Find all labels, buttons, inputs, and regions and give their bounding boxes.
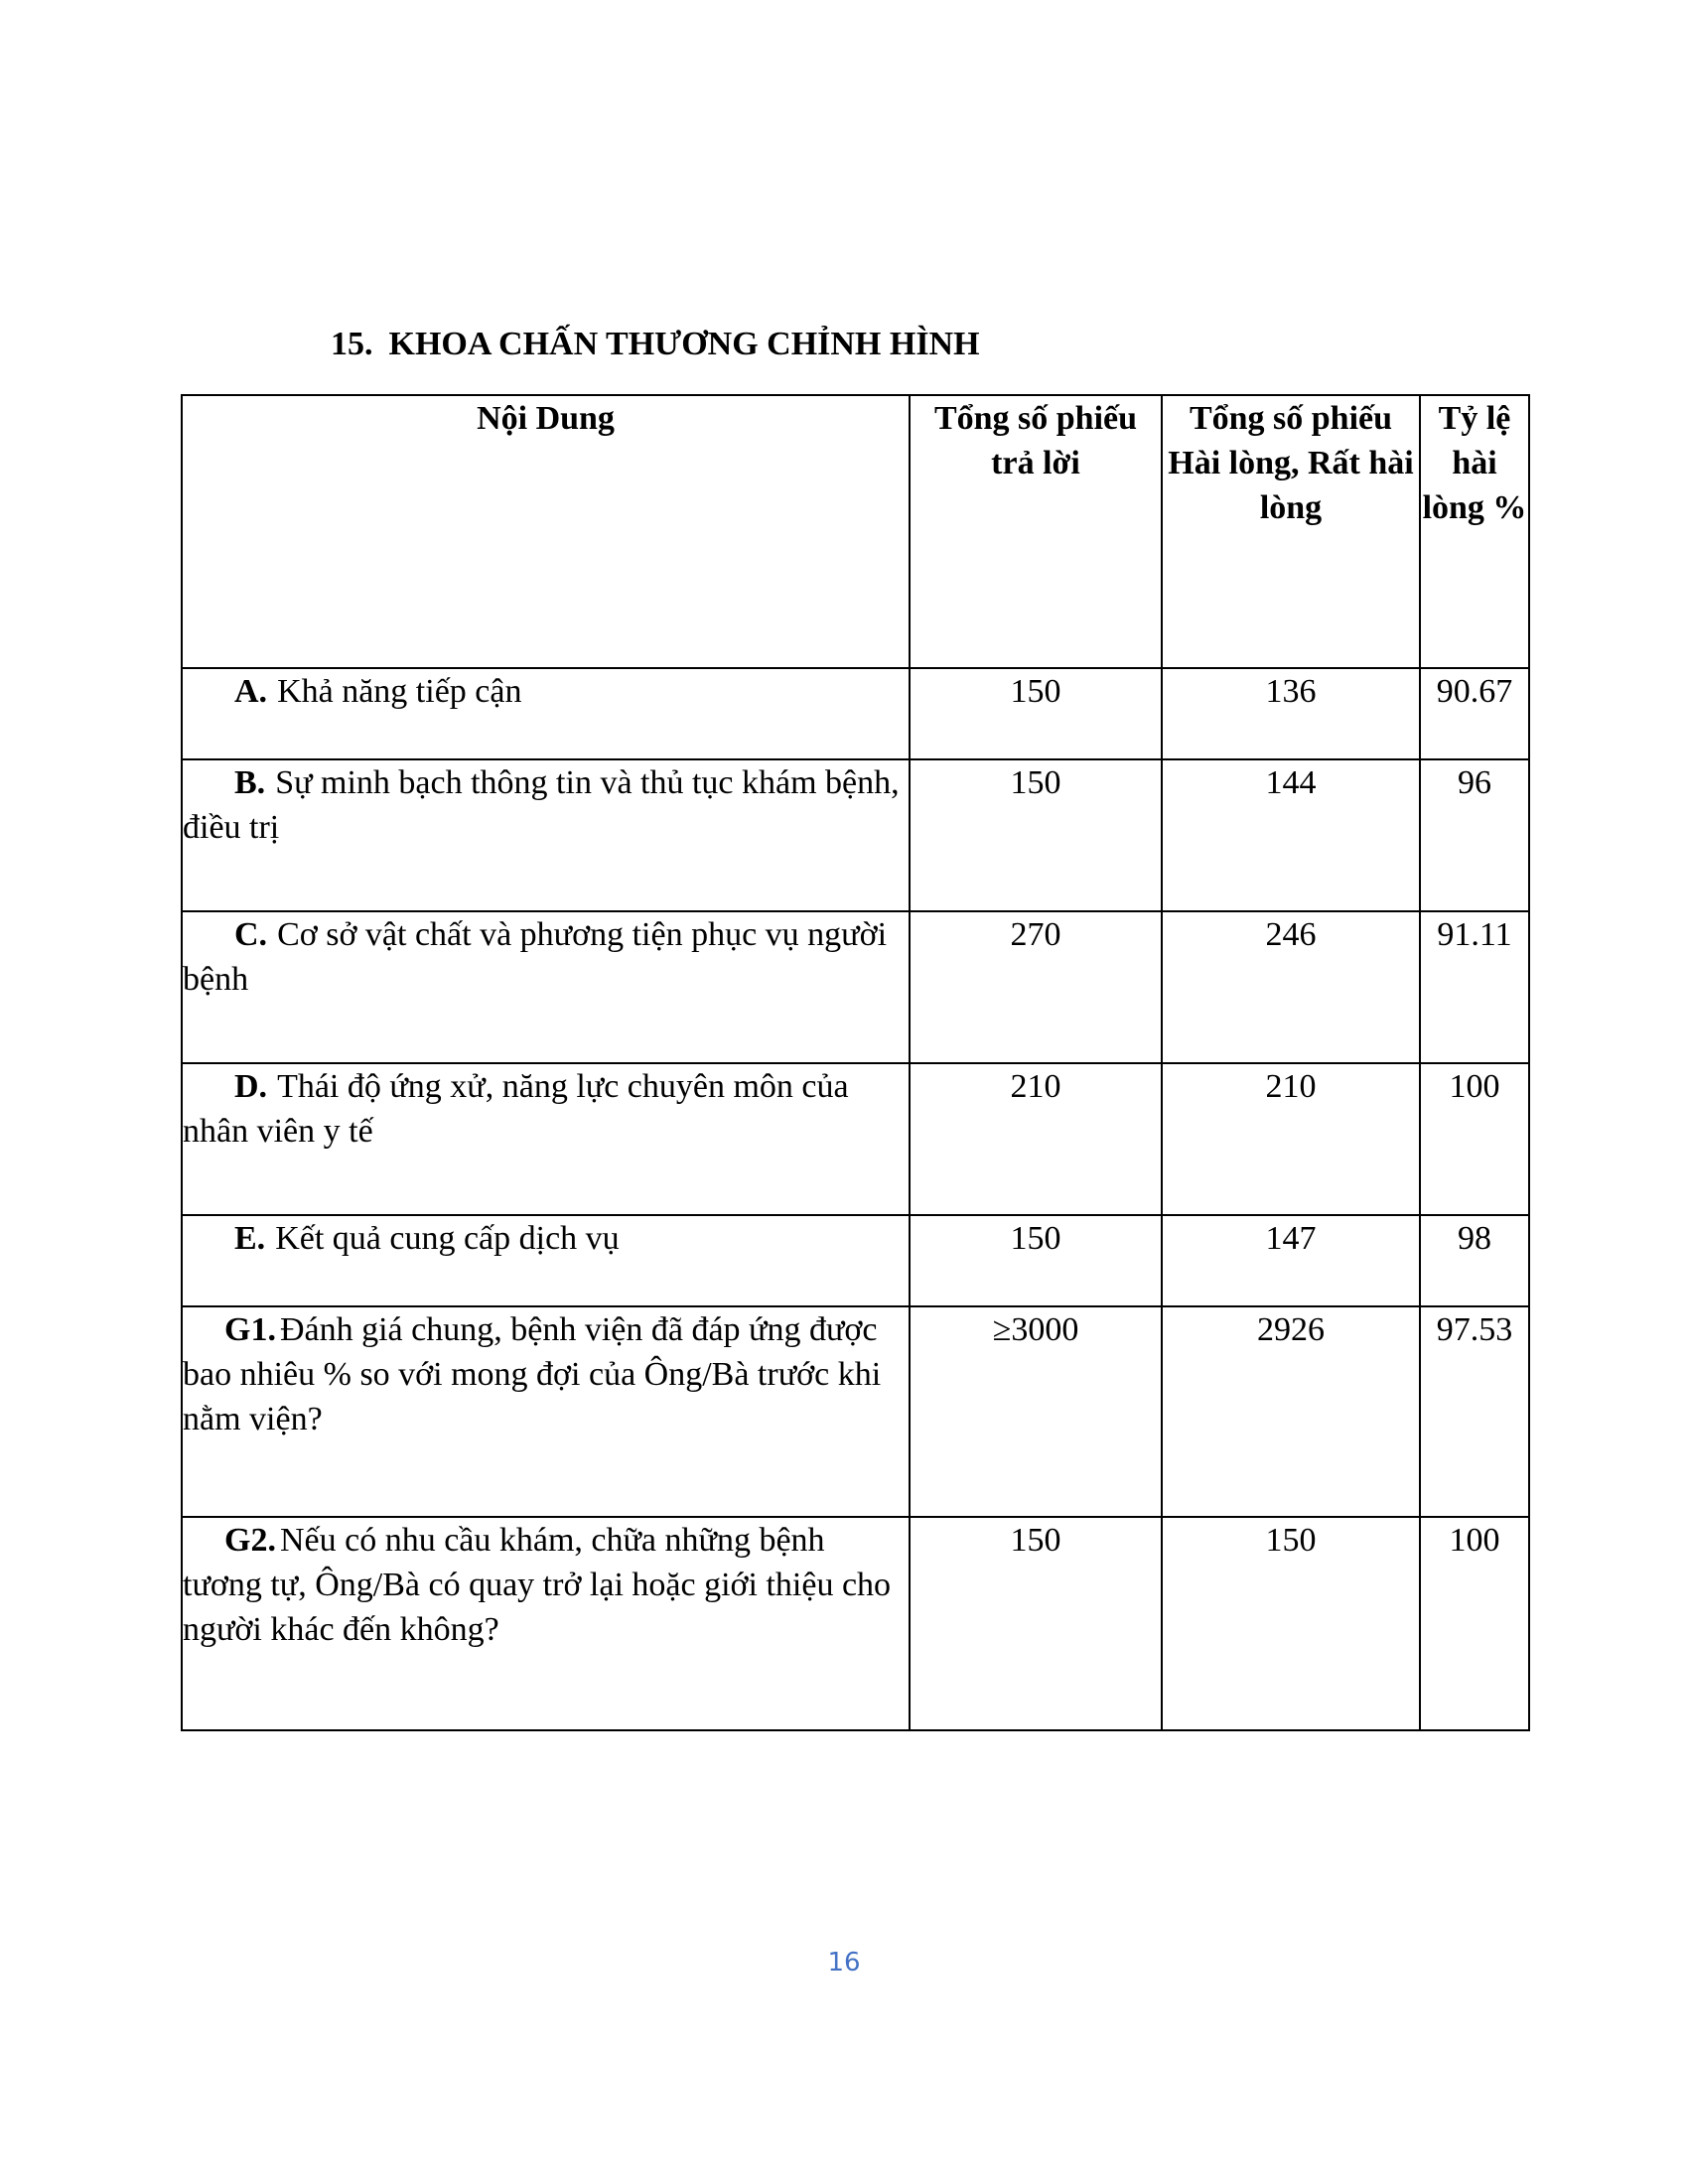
row-rate: 90.67: [1420, 668, 1529, 759]
row-code: G2.: [224, 1522, 276, 1559]
row-code: C.: [234, 916, 268, 953]
row-total: 150: [910, 1215, 1162, 1306]
row-text: Khả năng tiếp cận: [277, 673, 522, 710]
row-content: [182, 1306, 910, 1517]
row-total: 150: [910, 759, 1162, 911]
row-text: Kết quả cung cấp dịch vụ: [275, 1220, 620, 1257]
row-satisfied: 136: [1162, 668, 1420, 759]
row-rate: 100: [1420, 1517, 1529, 1730]
satisfaction-table: [181, 394, 1530, 1731]
row-text: Thái độ ứng xử, năng lực chuyên môn của nhân viên y tế: [183, 1068, 849, 1150]
row-code: E.: [234, 1220, 266, 1257]
row-total: 150: [910, 668, 1162, 759]
row-total: 270: [910, 911, 1162, 1063]
row-satisfied: 150: [1162, 1517, 1420, 1730]
table-row: [182, 1063, 1529, 1215]
row-code: G1.: [224, 1311, 276, 1348]
page-number: 16: [827, 1948, 861, 1978]
table-row: [182, 1306, 1529, 1517]
row-content: [182, 759, 910, 911]
table-row: [182, 1215, 1529, 1306]
section-name: KHOA CHẤN THƯƠNG CHỈNH HÌNH: [388, 326, 980, 362]
row-rate: 91.11: [1420, 911, 1529, 1063]
row-content: [182, 1215, 910, 1306]
row-content: [182, 1517, 910, 1730]
row-content: [182, 911, 910, 1063]
row-text: Đánh giá chung, bệnh viện đã đáp ứng được bao nhiêu % so với mong đợi của Ông/Bà trước khi nằm viện?: [183, 1311, 882, 1437]
section-number: 15.: [331, 326, 373, 362]
header-total: Tổng số phiếu trả lời: [910, 395, 1162, 668]
table-row: [182, 668, 1529, 759]
row-text: Nếu có nhu cầu khám, chữa những bệnh tương tự, Ông/Bà có quay trở lại hoặc giới thiệu cho người khác đến không?: [183, 1522, 892, 1648]
row-satisfied: 147: [1162, 1215, 1420, 1306]
row-code: D.: [234, 1068, 268, 1105]
row-total: 150: [910, 1517, 1162, 1730]
row-text: Cơ sở vật chất và phương tiện phục vụ người bệnh: [183, 916, 888, 998]
row-code: A.: [234, 673, 268, 710]
row-total: ≥3000: [910, 1306, 1162, 1517]
table-row: [182, 759, 1529, 911]
row-text: Sự minh bạch thông tin và thủ tục khám bệnh, điều trị: [183, 764, 900, 846]
row-satisfied: 246: [1162, 911, 1420, 1063]
row-rate: 97.53: [1420, 1306, 1529, 1517]
section-title: [331, 326, 980, 363]
row-satisfied: 144: [1162, 759, 1420, 911]
header-rate: Tỷ lệ hài lòng %: [1420, 395, 1529, 668]
row-code: B.: [234, 764, 266, 801]
header-satisfied: Tổng số phiếu Hài lòng, Rất hài lòng: [1162, 395, 1420, 668]
row-rate: 100: [1420, 1063, 1529, 1215]
header-content: Nội Dung: [182, 395, 910, 668]
row-content: [182, 1063, 910, 1215]
row-satisfied: 210: [1162, 1063, 1420, 1215]
row-content: [182, 668, 910, 759]
table-row: [182, 1517, 1529, 1730]
table-header-row: [182, 395, 1529, 668]
table-row: [182, 911, 1529, 1063]
row-rate: 96: [1420, 759, 1529, 911]
row-satisfied: 2926: [1162, 1306, 1420, 1517]
row-total: 210: [910, 1063, 1162, 1215]
row-rate: 98: [1420, 1215, 1529, 1306]
